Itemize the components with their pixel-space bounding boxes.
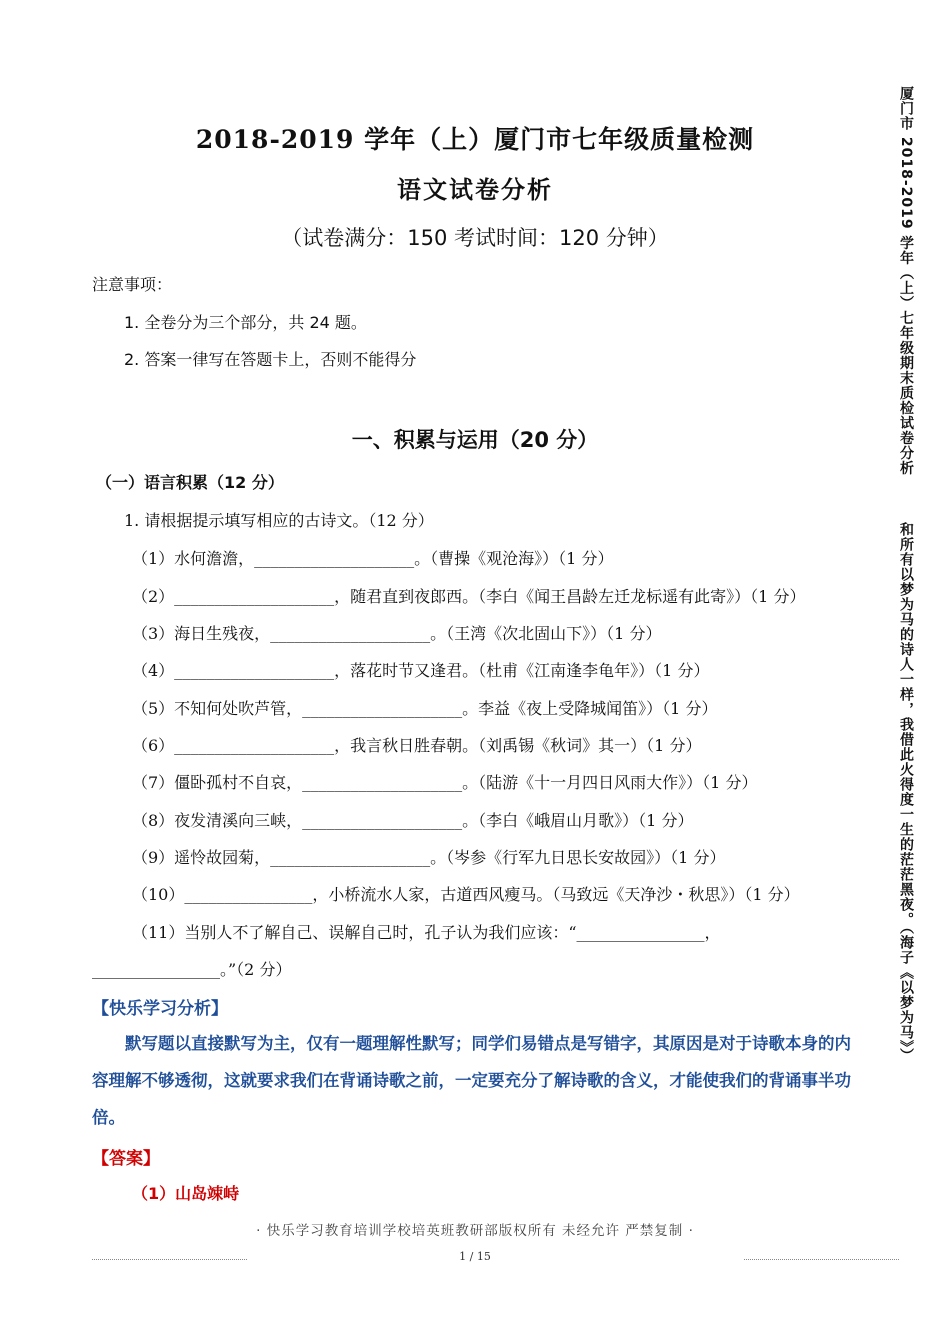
notes-heading: 注意事项： bbox=[92, 275, 173, 294]
question-item: （8）夜发清溪向三峡，____________________。（李白《峨眉山月歌》）（1 分） bbox=[132, 811, 694, 830]
question-item: （7）僵卧孤村不自哀，____________________。（陆游《十一月四日风雨大作》）（1 分） bbox=[132, 773, 758, 792]
question-item: （2）____________________，随君直到夜郎西。（李白《闻王昌龄左迁龙标遥有此寄》）（1 分） bbox=[132, 587, 806, 606]
note-item: 2. 答案一律写在答题卡上，否则不能得分 bbox=[124, 350, 417, 369]
side-banner-title: 厦门市 2018-2019 学年（上）七年级期末质检试卷分析 bbox=[898, 86, 914, 476]
footer-copyright: · 快乐学习教育培训学校培英班教研部版权所有 未经允许 严禁复制 · bbox=[256, 1223, 694, 1239]
question-item: （10）________________，小桥流水人家，古道西风瘦马。（马致远《天净沙・秋思》）（1 分） bbox=[132, 885, 800, 904]
side-banner-quote: 和所有以梦为马的诗人一样，我借此火得度一生的茫茫黑夜。（海子《以梦为马》） bbox=[898, 522, 914, 1063]
subsection-title: （一）语言积累（12 分） bbox=[96, 473, 284, 492]
note-item: 1. 全卷分为三个部分，共 24 题。 bbox=[124, 313, 367, 332]
analysis-text: 默写题以直接默写为主，仅有一题理解性默写；同学们易错点是写错字，其原因是对于诗歌本身的内容理解不够透彻，这就要求我们在背诵诗歌之前，一定要充分了解诗歌的含义，才能使我们的背诵事半功倍。 bbox=[92, 1034, 851, 1127]
answer-heading: 【答案】 bbox=[92, 1149, 160, 1169]
page-number: 1 / 15 bbox=[459, 1250, 491, 1263]
answer-item: （1）山岛竦峙 bbox=[132, 1184, 240, 1203]
footer-divider-right bbox=[744, 1259, 899, 1260]
section-title: 一、积累与运用（20 分） bbox=[351, 428, 599, 452]
question-item: （4）____________________，落花时节又逢君。（杜甫《江南逢李龟年》）（1 分） bbox=[132, 661, 710, 680]
analysis-heading: 【快乐学习分析】 bbox=[92, 999, 228, 1019]
question-item: （9）遥怜故园菊，____________________。（岑参《行军九日思长安故园》）（1 分） bbox=[132, 848, 726, 867]
question-item: （1）水何澹澹，____________________。（曹操《观沧海》）（1 分） bbox=[132, 549, 614, 568]
page-subtitle: 语文试卷分析 bbox=[397, 175, 553, 204]
question-item: （5）不知何处吹芦管，____________________。李益《夜上受降城闻笛》）（1 分） bbox=[132, 699, 718, 718]
exam-meta: （试卷满分：150 考试时间：120 分钟） bbox=[281, 226, 669, 250]
question-item: （6）____________________，我言秋日胜春朝。（刘禹锡《秋词》其一）（1 分） bbox=[132, 736, 702, 755]
question-item: （3）海日生残夜，____________________。（王湾《次北固山下》）（1 分） bbox=[132, 624, 662, 643]
question-item-continuation: ________________。”（2 分） bbox=[92, 960, 292, 979]
page-title: 2018-2019 学年（上）厦门市七年级质量检测 bbox=[195, 125, 755, 154]
question-item: （11）当别人不了解自己、误解自己时，孔子认为我们应该：“________________， bbox=[132, 923, 721, 942]
question-prompt: 1. 请根据提示填写相应的古诗文。（12 分） bbox=[124, 511, 434, 530]
